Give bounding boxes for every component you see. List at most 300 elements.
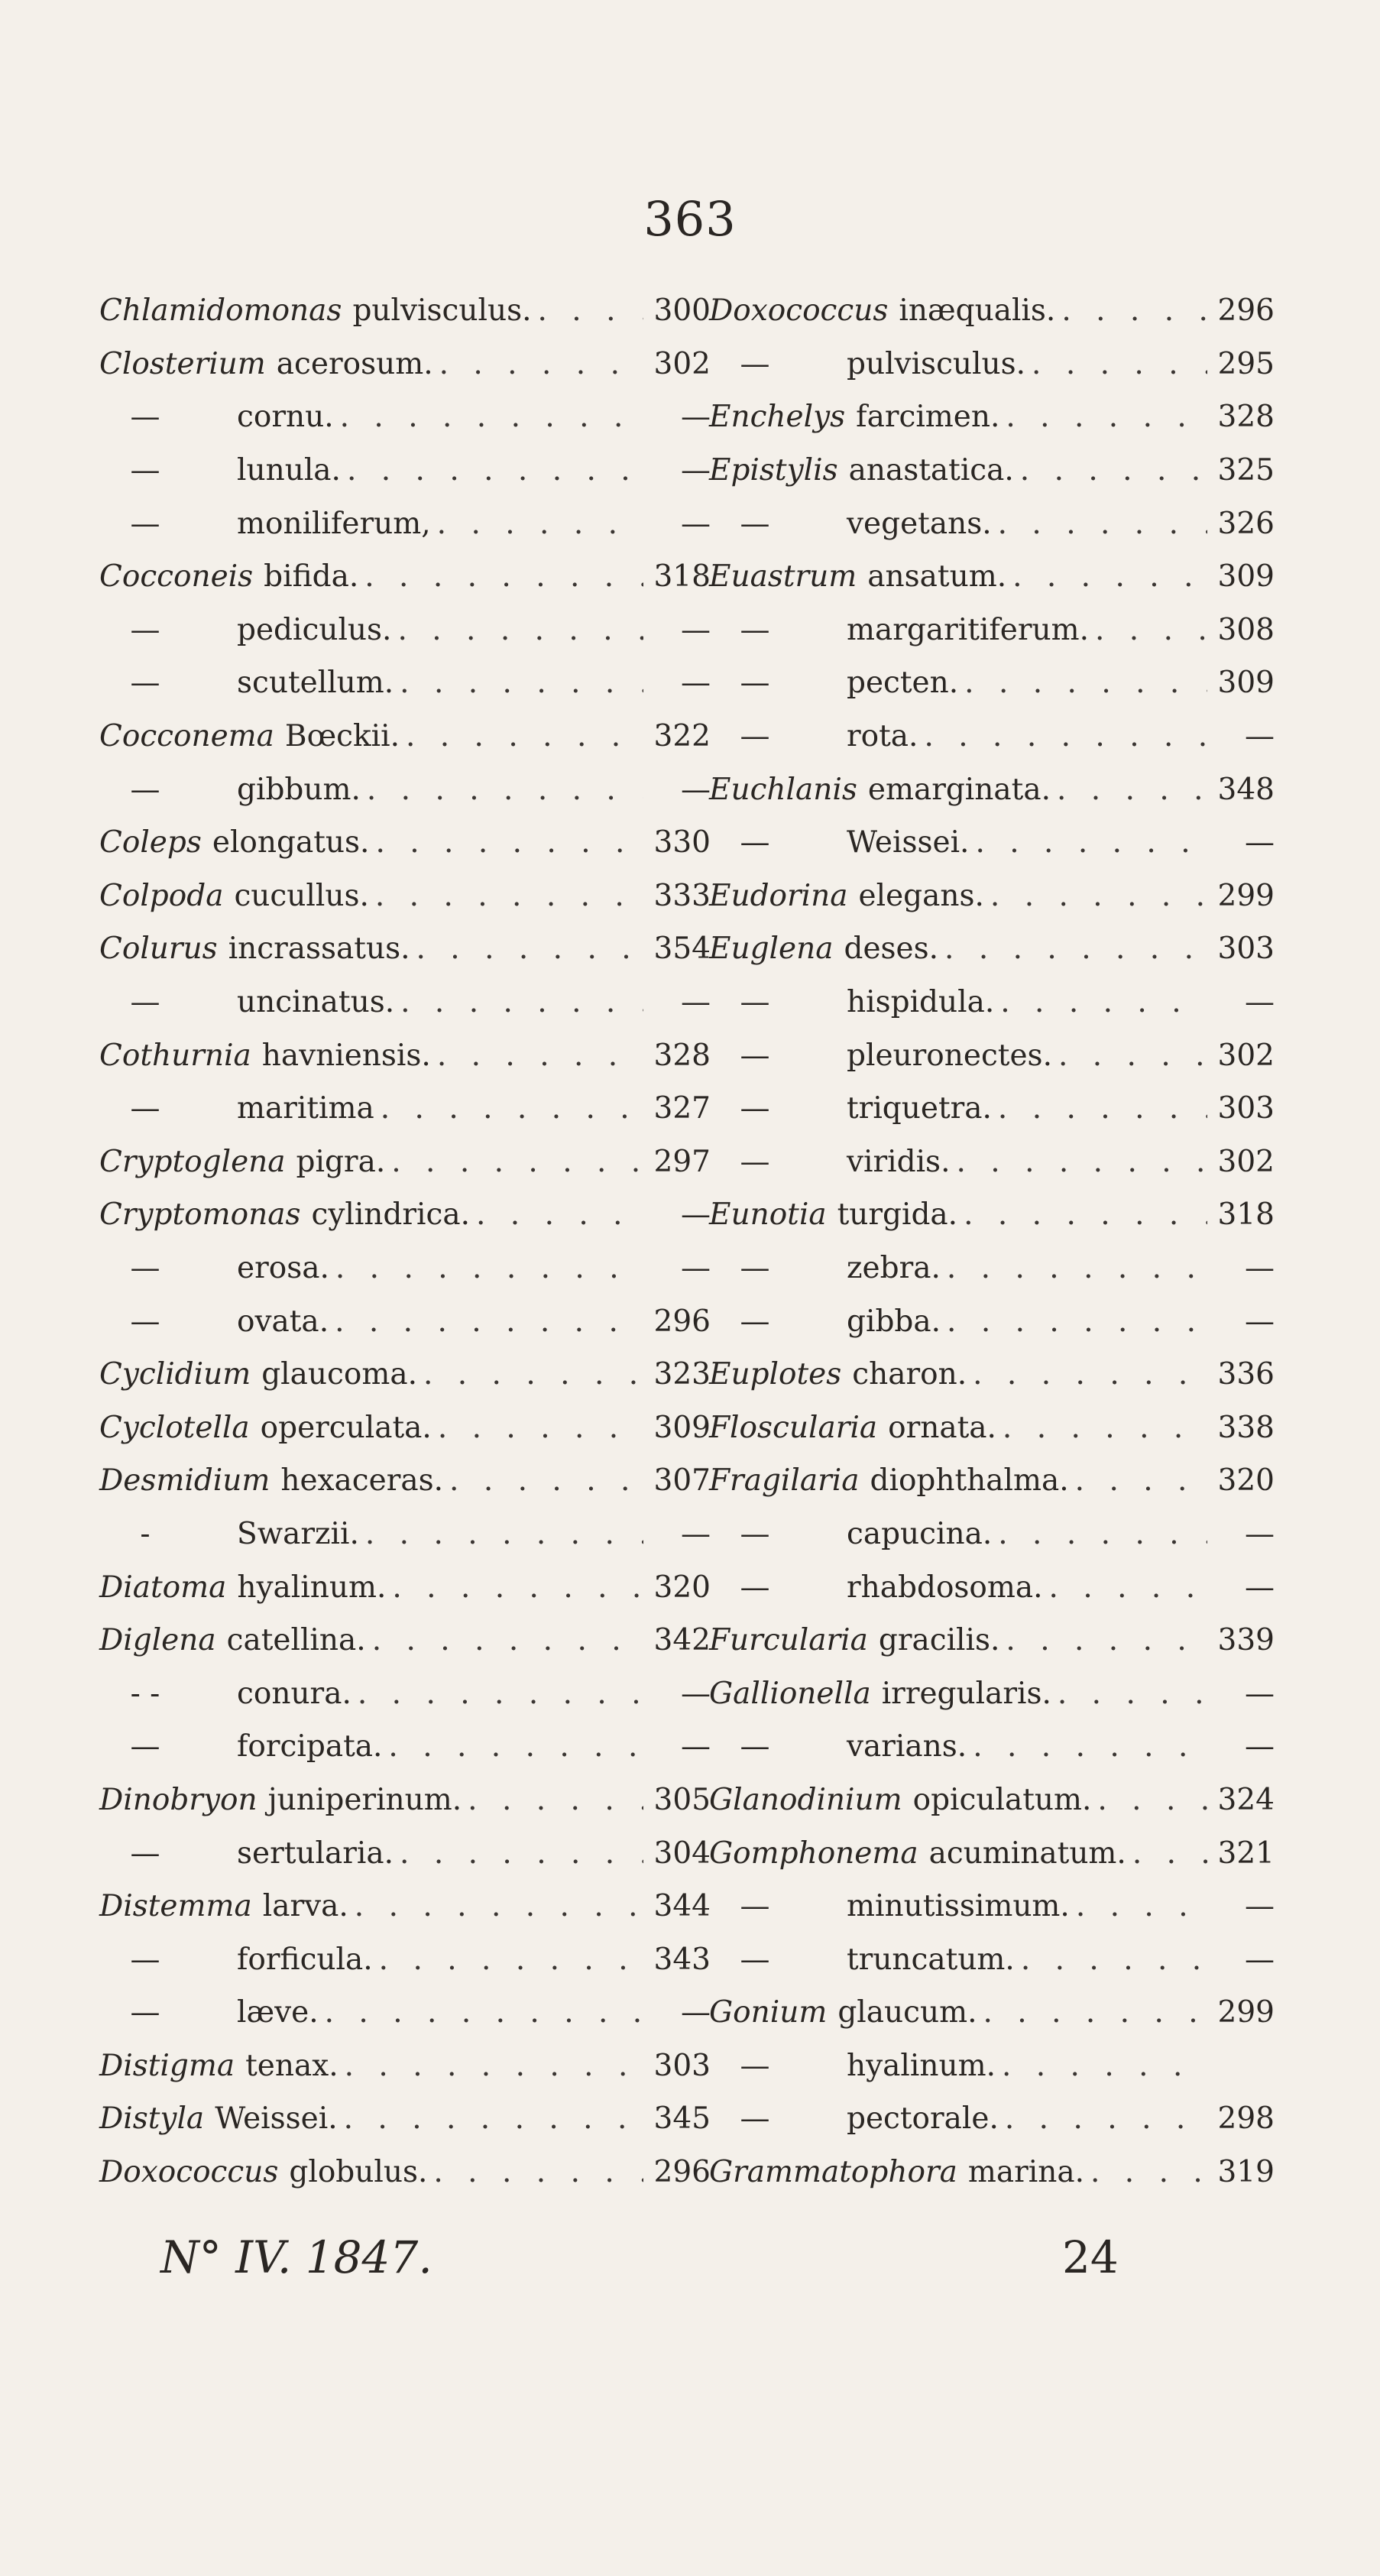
leader-dots xyxy=(941,1251,1207,1285)
species-name: irregularis. xyxy=(881,1676,1051,1711)
page-reference: — xyxy=(1245,1676,1275,1711)
species-name: pleuronectes. xyxy=(847,1038,1052,1073)
species-name: glaucum. xyxy=(837,1995,977,2030)
page-reference: 336 xyxy=(1217,1357,1275,1392)
species-name: forcipata. xyxy=(237,1729,383,1764)
index-entry xyxy=(99,1082,711,1136)
leader-dots xyxy=(992,507,1207,541)
page-reference: 303 xyxy=(653,2048,711,2083)
species-name: opiculatum. xyxy=(912,1782,1092,1817)
leader-dots xyxy=(400,719,643,753)
page-reference: 318 xyxy=(1217,1197,1275,1233)
page-reference: — xyxy=(681,506,711,541)
index-entry xyxy=(709,1560,1275,1614)
leader-dots xyxy=(386,1570,643,1605)
ditto-dash: — xyxy=(740,1304,770,1339)
page-reference: — xyxy=(1245,1889,1275,1924)
page-reference: 327 xyxy=(653,1091,711,1126)
leader-dots xyxy=(1070,1889,1207,1923)
leader-dots xyxy=(1025,347,1207,381)
page-reference: 298 xyxy=(1217,2101,1275,2137)
ditto-dash: — xyxy=(130,612,160,647)
leader-dots xyxy=(531,293,643,328)
issue-footer: N° IV. 1847. xyxy=(160,2231,432,2283)
page-reference: 309 xyxy=(1217,559,1275,595)
page-reference: — xyxy=(681,453,711,488)
page-reference: 330 xyxy=(653,825,711,860)
leader-dots xyxy=(432,1411,643,1445)
genus-name: Colpoda xyxy=(99,878,224,913)
ditto-dash: — xyxy=(740,1038,770,1073)
species-name: juniperinum. xyxy=(267,1782,462,1817)
species-name: Weissei. xyxy=(847,825,970,860)
page-reference: — xyxy=(1245,1304,1275,1339)
species-name: marina. xyxy=(967,2155,1084,2190)
ditto-dash: — xyxy=(740,1091,770,1126)
species-name: truncatum. xyxy=(847,1942,1015,1977)
species-name: Bœckii. xyxy=(284,719,400,754)
leader-dots xyxy=(394,985,643,1019)
index-column-left xyxy=(99,284,711,2199)
page-reference: 323 xyxy=(653,1357,711,1392)
species-name: scutellum. xyxy=(237,666,394,701)
genus-name: Gonium xyxy=(709,1995,828,2030)
leader-dots xyxy=(443,1463,643,1498)
page-reference: 296 xyxy=(653,2155,711,2190)
index-entry xyxy=(709,816,1275,870)
leader-dots xyxy=(374,1091,643,1126)
leader-dots xyxy=(366,1623,643,1657)
page-reference: — xyxy=(681,612,711,647)
species-name: capucina. xyxy=(847,1516,993,1551)
index-entry xyxy=(99,1560,711,1614)
genus-name: Doxococcus xyxy=(709,293,889,329)
leader-dots xyxy=(462,1783,643,1817)
species-name: viridis. xyxy=(847,1144,951,1179)
page-reference: — xyxy=(1245,1570,1275,1605)
page-reference: 326 xyxy=(1217,506,1275,541)
genus-name: Euastrum xyxy=(709,559,857,595)
species-name: charon. xyxy=(852,1357,967,1392)
ditto-dash: — xyxy=(740,1250,770,1285)
leader-dots xyxy=(359,1517,643,1551)
page-reference: 320 xyxy=(653,1570,711,1605)
genus-name: Distigma xyxy=(99,2048,235,2083)
species-name: gibba. xyxy=(847,1304,941,1339)
species-name: læve. xyxy=(237,1995,319,2030)
index-entry xyxy=(99,497,711,550)
index-entry xyxy=(99,656,711,710)
species-name: diophthalma. xyxy=(870,1463,1069,1499)
species-name: ovata. xyxy=(237,1304,329,1339)
index-entry xyxy=(709,444,1275,497)
genus-name: Cothurnia xyxy=(99,1038,251,1073)
index-entry xyxy=(99,1933,711,1986)
leader-dots xyxy=(1052,1039,1207,1073)
leader-dots xyxy=(329,1251,643,1285)
page-reference: 319 xyxy=(1217,2155,1275,2190)
index-entry xyxy=(99,1294,711,1348)
leader-dots xyxy=(410,932,644,966)
species-name: larva. xyxy=(262,1889,348,1924)
ditto-dash: — xyxy=(740,985,770,1020)
index-entry xyxy=(99,550,711,604)
species-name: anastatica. xyxy=(848,453,1014,488)
index-entry xyxy=(709,1454,1275,1508)
species-name: pecten. xyxy=(847,666,959,701)
signature-mark: 24 xyxy=(1062,2231,1119,2283)
page-reference: 309 xyxy=(1217,666,1275,701)
page-reference: 345 xyxy=(653,2101,711,2137)
ditto-dash: — xyxy=(130,1995,160,2030)
ditto-dash: — xyxy=(130,985,160,1020)
species-name: moniliferum, xyxy=(237,506,431,541)
index-entry xyxy=(709,390,1275,444)
index-entry xyxy=(709,976,1275,1029)
leader-dots xyxy=(361,773,643,807)
page-reference: — xyxy=(681,1676,711,1711)
leader-dots xyxy=(918,719,1207,753)
page-reference: — xyxy=(681,985,711,1020)
index-entry xyxy=(709,2146,1275,2199)
leader-dots xyxy=(382,1729,643,1764)
index-entry xyxy=(709,922,1275,976)
genus-name: Doxococcus xyxy=(99,2155,279,2190)
page-reference: — xyxy=(1245,1516,1275,1551)
leader-dots xyxy=(950,1145,1207,1179)
index-entry xyxy=(709,2092,1275,2146)
genus-name: Desmidium xyxy=(99,1463,270,1499)
genus-name: Cyclotella xyxy=(99,1410,250,1445)
ditto-dash: — xyxy=(740,2101,770,2137)
species-name: pediculus. xyxy=(237,612,392,647)
ditto-dash: — xyxy=(740,346,770,381)
ditto-dash: — xyxy=(740,1144,770,1179)
index-entry xyxy=(709,1880,1275,1933)
species-name: minutissimum. xyxy=(847,1889,1070,1924)
ditto-dash: — xyxy=(740,1729,770,1764)
index-entry xyxy=(99,1774,711,1827)
species-name: varians. xyxy=(847,1729,967,1764)
species-name: triquetra. xyxy=(847,1091,992,1126)
species-name: globulus. xyxy=(289,2155,428,2190)
index-entry xyxy=(709,1136,1275,1189)
leader-dots xyxy=(341,453,643,488)
index-entry xyxy=(99,390,711,444)
page-reference: 318 xyxy=(653,559,711,595)
index-entry xyxy=(709,1348,1275,1401)
ditto-dash: — xyxy=(740,1889,770,1924)
ditto-dash: — xyxy=(740,1516,770,1551)
page-reference: 297 xyxy=(653,1144,711,1179)
leader-dots xyxy=(427,2155,643,2189)
index-entry xyxy=(709,763,1275,816)
species-name: uncinatus. xyxy=(237,985,395,1020)
page-reference: 333 xyxy=(653,878,711,913)
leader-dots xyxy=(938,932,1207,966)
index-entry xyxy=(709,2040,1275,2093)
genus-name: Floscularia xyxy=(709,1410,878,1445)
page-reference: — xyxy=(1245,1250,1275,1285)
ditto-dash: — xyxy=(130,1091,160,1126)
species-name: vegetans. xyxy=(847,506,992,541)
leader-dots xyxy=(339,2049,643,2083)
species-name: erosa. xyxy=(237,1250,329,1285)
species-name: emarginata. xyxy=(867,772,1051,807)
species-name: incrassatus. xyxy=(228,932,410,967)
genus-name: Distyla xyxy=(99,2101,205,2137)
index-entry xyxy=(99,1136,711,1189)
leader-dots xyxy=(431,1039,643,1073)
page-reference: 325 xyxy=(1217,453,1275,488)
page-reference: 320 xyxy=(1217,1463,1275,1499)
ditto-dash: — xyxy=(130,506,160,541)
species-name: cornu. xyxy=(237,400,334,435)
species-name: gracilis. xyxy=(878,1623,1000,1658)
index-entry xyxy=(709,1826,1275,1880)
leader-dots xyxy=(1084,2155,1207,2189)
page-reference: 300 xyxy=(653,293,711,329)
genus-name: Eunotia xyxy=(709,1197,827,1233)
genus-name: Glanodinium xyxy=(709,1782,902,1817)
species-name: hyalinum. xyxy=(847,2048,996,2083)
ditto-dash: — xyxy=(130,1250,160,1285)
genus-name: Euglena xyxy=(709,932,834,967)
index-entry xyxy=(99,338,711,391)
page-reference: — xyxy=(681,1729,711,1764)
ditto-dash: — xyxy=(740,825,770,860)
page-reference: — xyxy=(681,1250,711,1285)
page-reference: 344 xyxy=(653,1889,711,1924)
index-entry xyxy=(99,710,711,763)
index-entry xyxy=(709,1614,1275,1667)
ditto-dash: — xyxy=(130,1729,160,1764)
leader-dots xyxy=(999,400,1207,434)
species-name: glaucoma. xyxy=(261,1357,417,1392)
leader-dots xyxy=(358,559,643,594)
species-name: elongatus. xyxy=(212,825,370,860)
index-entry xyxy=(99,1242,711,1295)
index-entry xyxy=(709,1242,1275,1295)
page-reference: 302 xyxy=(653,346,711,381)
page-reference: — xyxy=(681,1516,711,1551)
index-entry xyxy=(709,1188,1275,1242)
index-entry xyxy=(709,604,1275,657)
genus-name: Fragilaria xyxy=(709,1463,860,1499)
index-entry xyxy=(99,1454,711,1508)
leader-dots xyxy=(977,1995,1207,2030)
ditto-dash: - xyxy=(140,1516,151,1551)
page-reference: 304 xyxy=(653,1836,711,1871)
index-entry xyxy=(709,1986,1275,2040)
ditto-dash: — xyxy=(130,772,160,807)
genus-name: Epistylis xyxy=(709,453,838,488)
page-reference: — xyxy=(1245,1729,1275,1764)
leader-dots xyxy=(992,1091,1207,1126)
leader-dots xyxy=(994,985,1207,1019)
species-name: bifida. xyxy=(264,559,359,595)
index-entry xyxy=(709,1082,1275,1136)
leader-dots xyxy=(1006,559,1207,594)
genus-name: Cocconeis xyxy=(99,559,254,595)
species-name: cylindrica. xyxy=(311,1197,470,1233)
ditto-dash: — xyxy=(130,1836,160,1871)
genus-name: Chlamidomonas xyxy=(99,293,342,329)
page-reference: 302 xyxy=(1217,1038,1275,1073)
leader-dots xyxy=(941,1304,1207,1339)
page-reference: 303 xyxy=(1217,1091,1275,1126)
index-entry xyxy=(99,1826,711,1880)
index-entry xyxy=(709,1667,1275,1720)
leader-dots xyxy=(967,1357,1207,1392)
species-name: ansatum. xyxy=(867,559,1007,595)
genus-name: Cocconema xyxy=(99,719,274,754)
leader-dots xyxy=(992,1517,1207,1551)
index-entry xyxy=(99,1508,711,1561)
index-entry xyxy=(99,604,711,657)
index-entry xyxy=(709,1774,1275,1827)
species-name: gibbum. xyxy=(237,772,361,807)
index-entry xyxy=(99,2040,711,2093)
page-reference: — xyxy=(681,1995,711,2030)
page-reference: 339 xyxy=(1217,1623,1275,1658)
leader-dots xyxy=(1014,453,1207,488)
genus-name: Enchelys xyxy=(709,400,846,435)
index-entry xyxy=(99,1348,711,1401)
index-entry xyxy=(99,1986,711,2040)
index-entry xyxy=(99,284,711,338)
species-name: zebra. xyxy=(847,1250,941,1285)
species-name: hispidula. xyxy=(847,985,995,1020)
species-name: pigra. xyxy=(296,1144,386,1179)
index-entry xyxy=(99,1667,711,1720)
index-entry xyxy=(99,2092,711,2146)
leader-dots xyxy=(1055,293,1207,328)
genus-name: Furcularia xyxy=(709,1623,868,1658)
page-reference: — xyxy=(1245,719,1275,754)
ditto-dash: — xyxy=(740,666,770,701)
page-reference: 343 xyxy=(653,1942,711,1977)
leader-dots xyxy=(1091,1783,1207,1817)
leader-dots xyxy=(1051,773,1207,807)
index-entry xyxy=(99,922,711,976)
leader-dots xyxy=(319,1995,643,2030)
index-entry xyxy=(99,2146,711,2199)
page-reference: 338 xyxy=(1217,1410,1275,1445)
ditto-dash: — xyxy=(130,453,160,488)
page-reference: — xyxy=(681,1197,711,1233)
species-name: rhabdosoma. xyxy=(847,1570,1043,1605)
leader-dots xyxy=(391,613,643,647)
species-name: conura. xyxy=(237,1676,351,1711)
index-entry xyxy=(709,1508,1275,1561)
leader-dots xyxy=(967,1729,1207,1764)
leader-dots xyxy=(385,1145,643,1179)
species-name: deses. xyxy=(844,932,939,967)
genus-name: Gomphonema xyxy=(709,1836,918,1871)
index-entry xyxy=(709,1933,1275,1986)
genus-name: Cyclidium xyxy=(99,1357,251,1392)
index-entry xyxy=(709,550,1275,604)
genus-name: Coleps xyxy=(99,825,202,860)
leader-dots xyxy=(1015,1943,1207,1977)
species-name: ornata. xyxy=(888,1410,996,1445)
genus-name: Closterium xyxy=(99,346,266,381)
index-entry xyxy=(709,1294,1275,1348)
leader-dots xyxy=(1126,1836,1207,1871)
species-name: margaritiferum. xyxy=(847,612,1090,647)
ditto-dash: — xyxy=(740,719,770,754)
page-reference: 299 xyxy=(1217,878,1275,913)
page-number: 363 xyxy=(643,191,737,247)
leader-dots xyxy=(957,1197,1207,1232)
genus-name: Euchlanis xyxy=(709,772,857,807)
index-entry xyxy=(99,1401,711,1454)
species-name: forficula. xyxy=(237,1942,373,1977)
page-reference: 299 xyxy=(1217,1995,1275,2030)
leader-dots xyxy=(348,1889,643,1923)
page-reference: — xyxy=(681,772,711,807)
page-reference: 295 xyxy=(1217,346,1275,381)
leader-dots xyxy=(369,879,643,913)
leader-dots xyxy=(1089,613,1207,647)
genus-name: Gallionella xyxy=(709,1676,871,1711)
genus-name: Euplotes xyxy=(709,1357,842,1392)
leader-dots xyxy=(351,1677,643,1711)
species-name: farcimen. xyxy=(856,400,1000,435)
page-reference: 328 xyxy=(653,1038,711,1073)
index-entry xyxy=(709,1029,1275,1082)
ditto-dash: — xyxy=(740,2048,770,2083)
index-entry xyxy=(709,1720,1275,1774)
genus-name: Distemma xyxy=(99,1889,252,1924)
index-entry xyxy=(709,497,1275,550)
page-reference: 324 xyxy=(1217,1782,1275,1817)
page-reference: 302 xyxy=(1217,1144,1275,1179)
index-entry xyxy=(709,338,1275,391)
leader-dots xyxy=(369,825,643,860)
species-name: inæqualis. xyxy=(899,293,1056,329)
leader-dots xyxy=(417,1357,643,1392)
leader-dots xyxy=(433,347,643,381)
index-entry xyxy=(99,444,711,497)
index-entry xyxy=(99,1880,711,1933)
species-name: pectorale. xyxy=(847,2101,999,2137)
leader-dots xyxy=(373,1943,643,1977)
leader-dots xyxy=(431,507,643,541)
species-name: sertularia. xyxy=(237,1836,394,1871)
genus-name: Grammatophora xyxy=(709,2155,957,2190)
page-reference: — xyxy=(1245,985,1275,1020)
species-name: turgida. xyxy=(837,1197,958,1233)
species-name: hexaceras. xyxy=(280,1463,444,1499)
index-entry xyxy=(709,1401,1275,1454)
page-reference: 328 xyxy=(1217,400,1275,435)
index-entry xyxy=(709,656,1275,710)
leader-dots xyxy=(984,879,1207,913)
ditto-dash: — xyxy=(740,612,770,647)
page-reference: — xyxy=(1245,825,1275,860)
ditto-dash: — xyxy=(740,506,770,541)
ditto-dash: - - xyxy=(130,1676,160,1711)
species-name: acuminatum. xyxy=(928,1836,1126,1871)
index-column-right xyxy=(709,284,1275,2199)
page-reference: 296 xyxy=(653,1304,711,1339)
page-reference: 322 xyxy=(653,719,711,754)
species-name: maritima xyxy=(237,1091,374,1126)
ditto-dash: — xyxy=(130,1942,160,1977)
species-name: lunula. xyxy=(237,453,341,488)
